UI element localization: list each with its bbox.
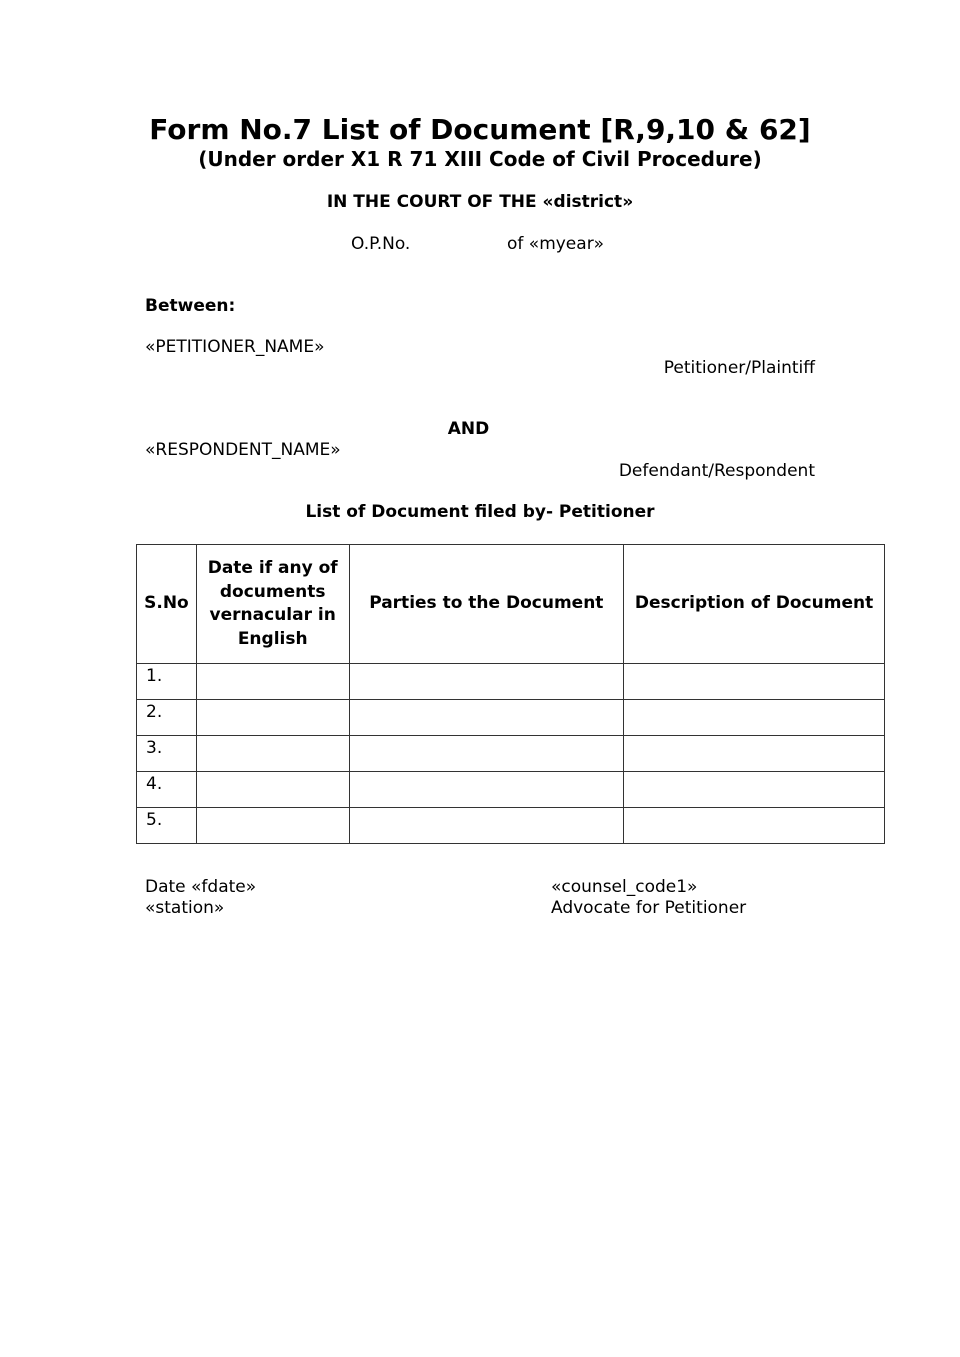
row-parties-cell bbox=[349, 664, 624, 700]
table-row bbox=[137, 700, 885, 736]
respondent-name: «RESPONDENT_NAME» bbox=[145, 440, 341, 460]
case-year: of «myear» bbox=[507, 234, 605, 254]
between-label: Between: bbox=[145, 296, 236, 316]
row-date-cell bbox=[196, 772, 349, 808]
header-sno: S.No bbox=[137, 545, 197, 664]
row-parties-cell bbox=[349, 808, 624, 844]
table-row bbox=[137, 664, 885, 700]
form-title: Form No.7 List of Document [R,9,10 & 62] bbox=[149, 113, 811, 146]
table-row bbox=[137, 736, 885, 772]
row-description-cell bbox=[624, 664, 885, 700]
row-date-cell bbox=[196, 664, 349, 700]
row-description-cell bbox=[624, 772, 885, 808]
table-row bbox=[137, 772, 885, 808]
form-subtitle: (Under order X1 R 71 XIII Code of Civil Procedure) bbox=[198, 147, 762, 171]
op-number-label: O.P.No. bbox=[351, 234, 411, 254]
row-description-cell bbox=[624, 700, 885, 736]
documents-table bbox=[136, 544, 885, 844]
row-parties-cell bbox=[349, 772, 624, 808]
row-sno: 1. bbox=[137, 664, 197, 700]
row-parties-cell bbox=[349, 736, 624, 772]
and-separator: AND bbox=[447, 419, 490, 439]
header-parties: Parties to the Document bbox=[349, 545, 624, 664]
table-header-row bbox=[137, 545, 885, 664]
station: «station» bbox=[145, 898, 225, 918]
row-date-cell bbox=[196, 808, 349, 844]
row-date-cell bbox=[196, 700, 349, 736]
row-sno: 2. bbox=[137, 700, 197, 736]
header-date: Date if any of documents vernacular in English bbox=[196, 545, 349, 664]
row-sno: 3. bbox=[137, 736, 197, 772]
header-description: Description of Document bbox=[624, 545, 885, 664]
filing-date: Date «fdate» bbox=[145, 877, 257, 897]
row-description-cell bbox=[624, 736, 885, 772]
row-sno: 5. bbox=[137, 808, 197, 844]
row-date-cell bbox=[196, 736, 349, 772]
row-parties-cell bbox=[349, 700, 624, 736]
respondent-role: Defendant/Respondent bbox=[618, 461, 815, 481]
table-row bbox=[137, 808, 885, 844]
list-title: List of Document filed by- Petitioner bbox=[305, 502, 655, 522]
row-description-cell bbox=[624, 808, 885, 844]
row-sno: 4. bbox=[137, 772, 197, 808]
court-heading: IN THE COURT OF THE «district» bbox=[326, 192, 634, 212]
counsel-code: «counsel_code1» bbox=[551, 877, 698, 897]
petitioner-role: Petitioner/Plaintiff bbox=[663, 358, 815, 378]
petitioner-name: «PETITIONER_NAME» bbox=[145, 337, 325, 357]
advocate-label: Advocate for Petitioner bbox=[551, 898, 747, 918]
